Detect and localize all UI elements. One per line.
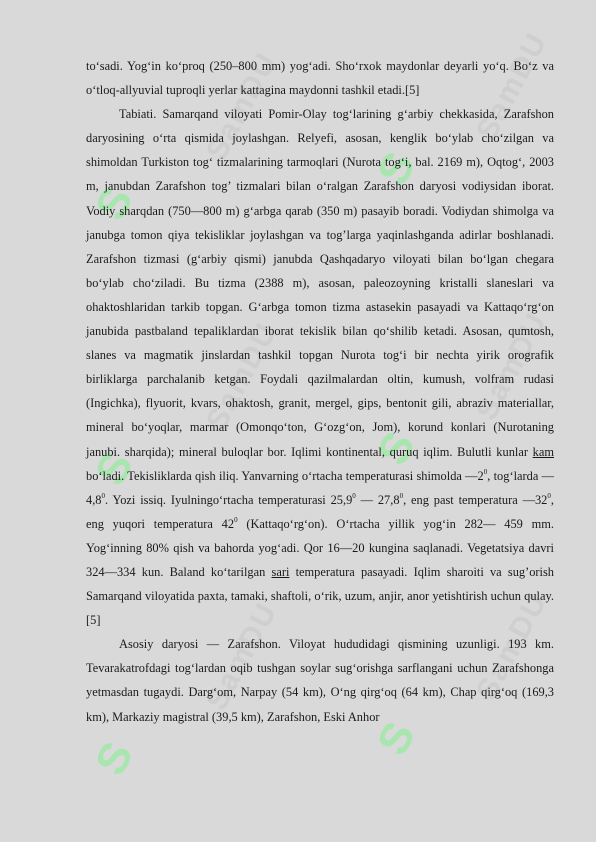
body-text — [86, 54, 554, 729]
paragraph-1: to‘sadi. Yog‘in ko‘proq (250–800 mm) yog‘adi. Sho‘rxok maydonlar deyarli yo‘q. Bo‘z va o‘tloq-allyuvial tuproqli yerlar kattagina maydonni tashkil etadi.[5] — [86, 59, 554, 98]
paragraph-2: Tabiati. Samarqand viloyati Pomir-Olay tog‘larining g‘arbiy chekkasida, Zarafshon daryosining o‘rta qismida joylashgan. Relyefi, asosan, kenglik bo‘ylab cho‘zilgan va shimoldan Turkiston tog‘ tizmalarining tarmoqlari (Nurota tog‘i, bal. 2169 m), Oqtog‘, 2003 m, janubdan Zarafshon tog’ tizmalari bilan o‘ralgan Zarafshon daryosi vodiysidan iborat. Vodiy sharqdan (750—800 m) g‘arbga qarab (350 m) pasayib boradi. Vodiydan shimolga va janubga tomon qiya tekisliklar joylashgan va tog’larga yaqinlashganda adirlar boshlanadi. Zarafshon tizmasi (g‘arbiy qismi) janubda Qashqadaryo viloyati bilan bo‘lgan chegara bo‘ylab cho‘ziladi. Bu tizma (2388 m), asosan, paleozoyning kristalli slaneslari va ohaktoshlaridan tarkib topgan. G‘arbga tomon tizma astasekin pasayadi va Kattaqo‘rg‘on janubida pastbaland tepaliklardan iborat tekislik bilan qo‘shilib ketadi. Asosan, qumtosh, slanes va magmatik jinslardan tashkil topgan Nurota tog‘i bir nechta yirik orografik birliklarga parchalanib ketgan. Foydali qazilmalardan oltin, kumush, volfram rudasi (Ingichka), flyuorit, kvars, ohaktosh, granit, mergel, gips, bentonit gili, abraziv materiallar, mineral bo‘yoqlar, marmar (Omonqo‘ton, G‘ozg‘on, Jom), korund konlari (Nurotaning janubi. sharqida); mineral buloqlar bor. Iqlimi kontinental, quruq iqlim. Bulutli kunlar kam bo‘ladi. Tekisliklarda qish iliq. Yanvarning o‘rtacha temperaturasi shimolda $—2^0$, tog‘larda $—4,8^0$. Yozi issiq. Iyulningo‘rtacha temperaturasi 25,9$^0$ — 27,8$^0$, eng past temperatura $—32^0$, eng yuqori temperatura $42^0$ (Kattaqo‘rg‘on). O‘rtacha yillik yog‘in 282— 459 mm. Yog‘inning 80% qish va bahorda yog‘adi. Qor 16—20 kungina saqlanadi. Vegetatsiya davri 324—334 kun. Baland ko‘tarilgan sari temperatura pasayadi. Iqlim sharoiti va sug’orish Samarqand viloyatida paxta, tamaki, shaftoli, o‘rik, uzum, anjir, anor yetishtirish uchun qulay.[5] — [86, 107, 555, 628]
paragraph-3: Asosiy daryosi — Zarafshon. Viloyat hududidagi qismining uzunligi. 193 km. Tevarakatrofdagi tog‘lardan oqib tushgan soylar sug‘orishga sarflangani uchun Zarafshonga yetmasdan tugaydi. Darg‘om, Narpay (54 km), O‘ng qirg‘oq (64 km), Chap qirg‘oq (169,3 km), Markaziy magistral (39,5 km), Zarafshon, Eski Anhor — [86, 637, 554, 724]
watermark-faint: SamDU — [470, 26, 554, 146]
watermark: S — [368, 712, 426, 764]
watermark: S — [368, 142, 426, 194]
watermark-faint: SamDU — [200, 46, 284, 166]
watermark: S — [368, 422, 426, 474]
watermark-faint: SamDU — [200, 596, 284, 716]
watermark: S — [86, 732, 144, 784]
watermark: S — [86, 442, 144, 494]
underlined-word: sari — [271, 564, 290, 579]
watermark-faint: SamDU — [470, 586, 554, 706]
watermark-faint: SamDU — [200, 316, 284, 436]
underlined-word: kam — [532, 444, 554, 459]
watermark-faint: SamDU — [470, 306, 554, 426]
watermark: S — [86, 177, 144, 229]
